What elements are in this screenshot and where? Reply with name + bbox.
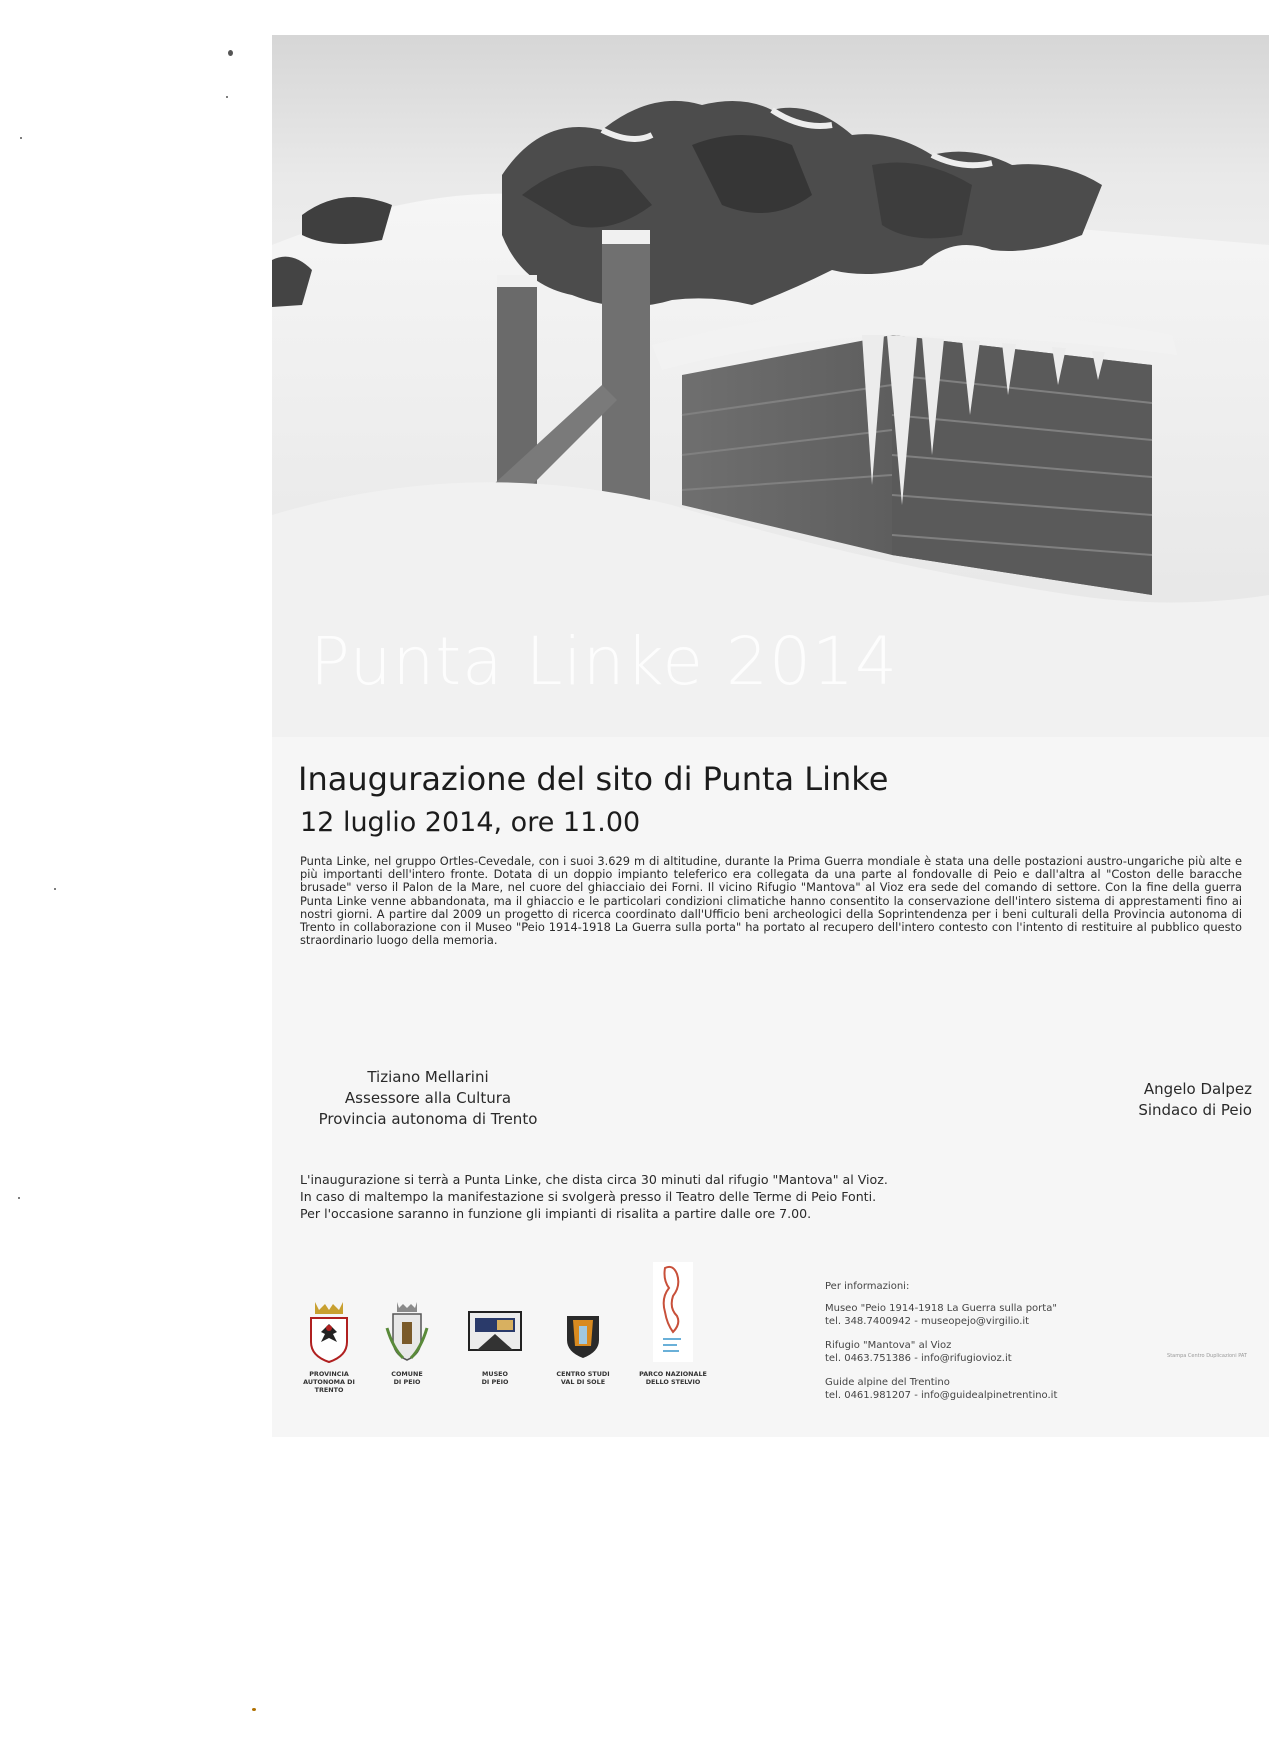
poster-sheet [272, 35, 1269, 1437]
contact-name: Rifugio "Mantova" al Vioz [825, 1340, 952, 1351]
contact-info [825, 1280, 1115, 1413]
logo-caption: MUSEO DI PEIO [481, 1370, 509, 1386]
scan-speck [18, 1197, 20, 1199]
mountain-hut-photo [272, 35, 1269, 737]
signer-mellarini [298, 1067, 558, 1130]
contact-rifugio [825, 1339, 1115, 1365]
signer-role: Assessore alla Cultura [344, 1089, 512, 1107]
signer-organization: Provincia autonoma di Trento [318, 1110, 538, 1128]
contact-detail: tel. 0463.751386 - info@rifugiovioz.it [825, 1353, 1012, 1364]
contact-guides [825, 1376, 1115, 1402]
signer-name: Angelo Dalpez [1143, 1080, 1252, 1098]
contact-detail: tel. 348.7400942 - museopejo@virgilio.it [825, 1316, 1030, 1327]
signer-dalpez [1087, 1079, 1252, 1121]
contact-name: Museo "Peio 1914-1918 La Guerra sulla porta" [825, 1303, 1057, 1314]
logo-caption: PROVINCIA AUTONOMA DI TRENTO [303, 1370, 355, 1394]
scan-speck [20, 137, 22, 139]
stelvio-park-logo-icon [651, 1260, 695, 1364]
contacts-heading: Per informazioni: [825, 1281, 910, 1292]
signer-role: Sindaco di Peio [1138, 1101, 1252, 1119]
museum-logo-icon [467, 1298, 523, 1364]
scan-speck [226, 96, 228, 98]
logo-caption: PARCO NAZIONALE DELLO STELVIO [639, 1370, 707, 1386]
municipal-coat-of-arms-icon [385, 1298, 429, 1364]
logo-parco-stelvio [618, 1260, 728, 1386]
printer-credit: Stampa Centro Duplicazioni PAT [1167, 1353, 1247, 1359]
info-line: Per l'occasione saranno in funzione gli impianti di risalita a partire dalle ore 7.00. [300, 1206, 812, 1221]
event-date: 12 luglio 2014, ore 11.00 [300, 807, 641, 838]
event-title: Inaugurazione del sito di Punta Linke [298, 760, 889, 798]
info-line: In caso di maltempo la manifestazione si svolgerà presso il Teatro delle Terme di Peio Fonti. [300, 1189, 877, 1204]
contact-museum [825, 1302, 1115, 1328]
logo-caption: CENTRO STUDI VAL DI SOLE [556, 1370, 610, 1386]
contact-name: Guide alpine del Trentino [825, 1377, 950, 1388]
scan-speck [54, 888, 56, 890]
eagle-coat-of-arms-icon [307, 1298, 351, 1364]
scan-speck [252, 1708, 256, 1711]
contact-detail: tel. 0461.981207 - info@guidealpinetrentino.it [825, 1390, 1058, 1401]
event-description: Punta Linke, nel gruppo Ortles-Cevedale, con i suoi 3.629 m di altitudine, durante la Prima Guerra mondiale è stata una delle postazioni austro-ungariche più alte e più importanti dell'intero fronte. Dotata di un doppio impianto teleferico era collegata da una parte al fondovalle di Peio e dall'altra al "Coston delle baracche brusade" verso il Palon de la Mare, nel cuore del ghiacciaio dei Forni. Il vicino Rifugio "Mantova" al Vioz era sede del comando di settore. Con la fine della guerra Punta Linke venne abbandonata, ma il ghiaccio e le particolari condizioni climatiche hanno consentito la conservazione dell'intero sistema di apprestamenti fino ai nostri giorni. A partire dal 2009 un progetto di ricerca coordinato dall'Ufficio beni archeologici della Soprintendenza per i beni culturali della Provincia autonoma di Trento in collaborazione con il Museo "Peio 1914-1918 La Guerra sulla porta" ha portato al recupero dell'intero contesto con l'intento di restituire al pubblico questo straordinario luogo della memoria. [300, 854, 1242, 948]
study-center-logo-icon [561, 1298, 605, 1364]
practical-info [300, 1171, 980, 1222]
scan-speck [228, 50, 233, 56]
info-line: L'inaugurazione si terrà a Punta Linke, che dista circa 30 minuti dal rifugio "Mantova" al Vioz. [300, 1172, 888, 1187]
logo-caption: COMUNE DI PEIO [391, 1370, 423, 1386]
signer-name: Tiziano Mellarini [367, 1068, 489, 1086]
photo-title: Punta Linke 2014 [310, 623, 898, 700]
